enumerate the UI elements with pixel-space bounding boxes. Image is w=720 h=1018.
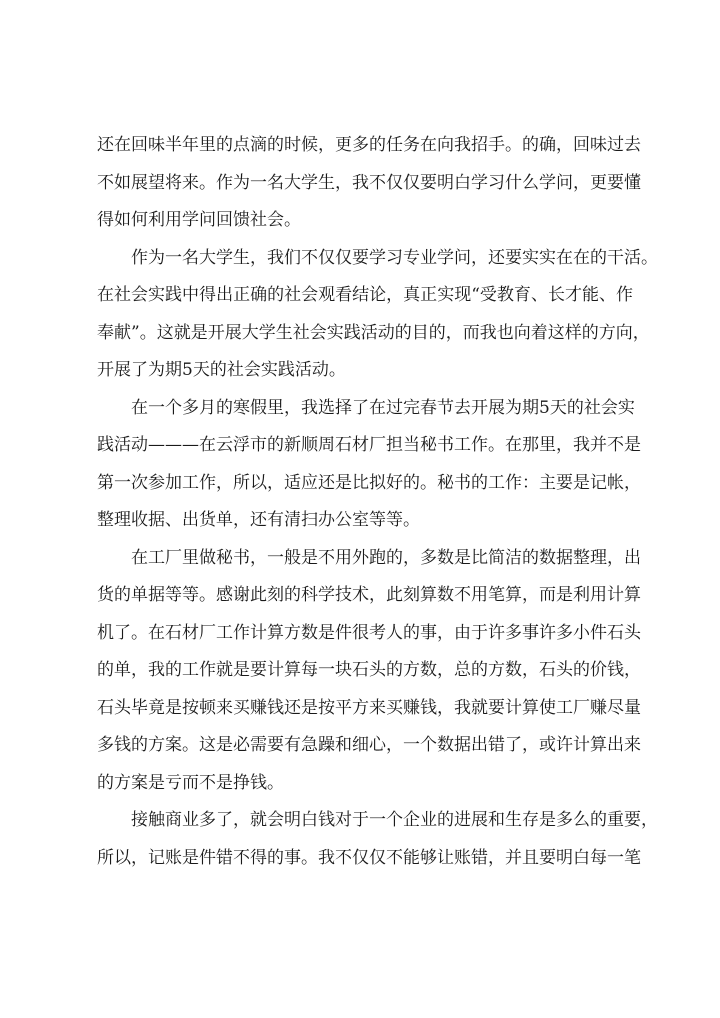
text-line: 奉献”。这就是开展大学生社会实践活动的目的，而我也向着这样的方向，: [97, 322, 650, 343]
text-line: 第一次参加工作，所以，适应还是比拟好的。秘书的工作：主要是记帐，: [97, 472, 641, 493]
text-line: 的单，我的工作就是要计算每一块石头的方数，总的方数，石头的价钱，: [97, 660, 641, 680]
text-line: 接触商业多了，就会明白钱对于一个企业的进展和生存是多么的重要，: [131, 810, 658, 830]
text-line: 货的单据等等。感谢此刻的科学技术，此刻算数不用笔算，而是利用计算: [97, 585, 641, 605]
text-line: 的方案是亏而不是挣钱。: [97, 772, 284, 793]
text-line: 整理收据、出货单，还有清扫办公室等等。: [97, 510, 420, 530]
text-line: 作为一名大学生，我们不仅仅要学习专业学问，还要实实在在的干活。: [131, 247, 658, 268]
text-line: 所以，记账是件错不得的事。我不仅仅不能够让账错，并且要明白每一笔: [97, 847, 641, 868]
text-line: 践活动———在云浮市的新顺周石材厂担当秘书工作。在那里，我并不是: [97, 435, 641, 455]
text-line: 在一个多月的寒假里，我选择了在过完春节去开展为期5天的社会实: [131, 397, 635, 418]
text-line: 不如展望将来。作为一名大学生，我不仅仅要明白学习什么学问，更要懂: [97, 172, 641, 193]
text-line: 机了。在石材厂工作计算方数是件很考人的事，由于许多事许多小件石头: [97, 622, 641, 643]
text-line: 还在回味半年里的点滴的时候，更多的任务在向我招手。的确，回味过去: [97, 135, 641, 155]
text-line: 多钱的方案。这是必需要有急躁和细心，一个数据出错了，或许计算出来: [97, 735, 641, 755]
text-line: 开展了为期5天的社会实践活动。: [97, 360, 346, 380]
text-line: 在社会实践中得出正确的社会观看结论，真正实现“受教育、长才能、作: [97, 285, 633, 305]
text-line: 在工厂里做秘书，一般是不用外跑的，多数是比简洁的数据整理，出: [131, 547, 641, 568]
text-line: 得如何利用学问回馈社会。: [97, 210, 301, 230]
text-line: 石头毕竟是按顿来买赚钱还是按平方来买赚钱，我就要计算使工厂赚尽量: [97, 697, 641, 718]
document-body: [97, 127, 658, 877]
